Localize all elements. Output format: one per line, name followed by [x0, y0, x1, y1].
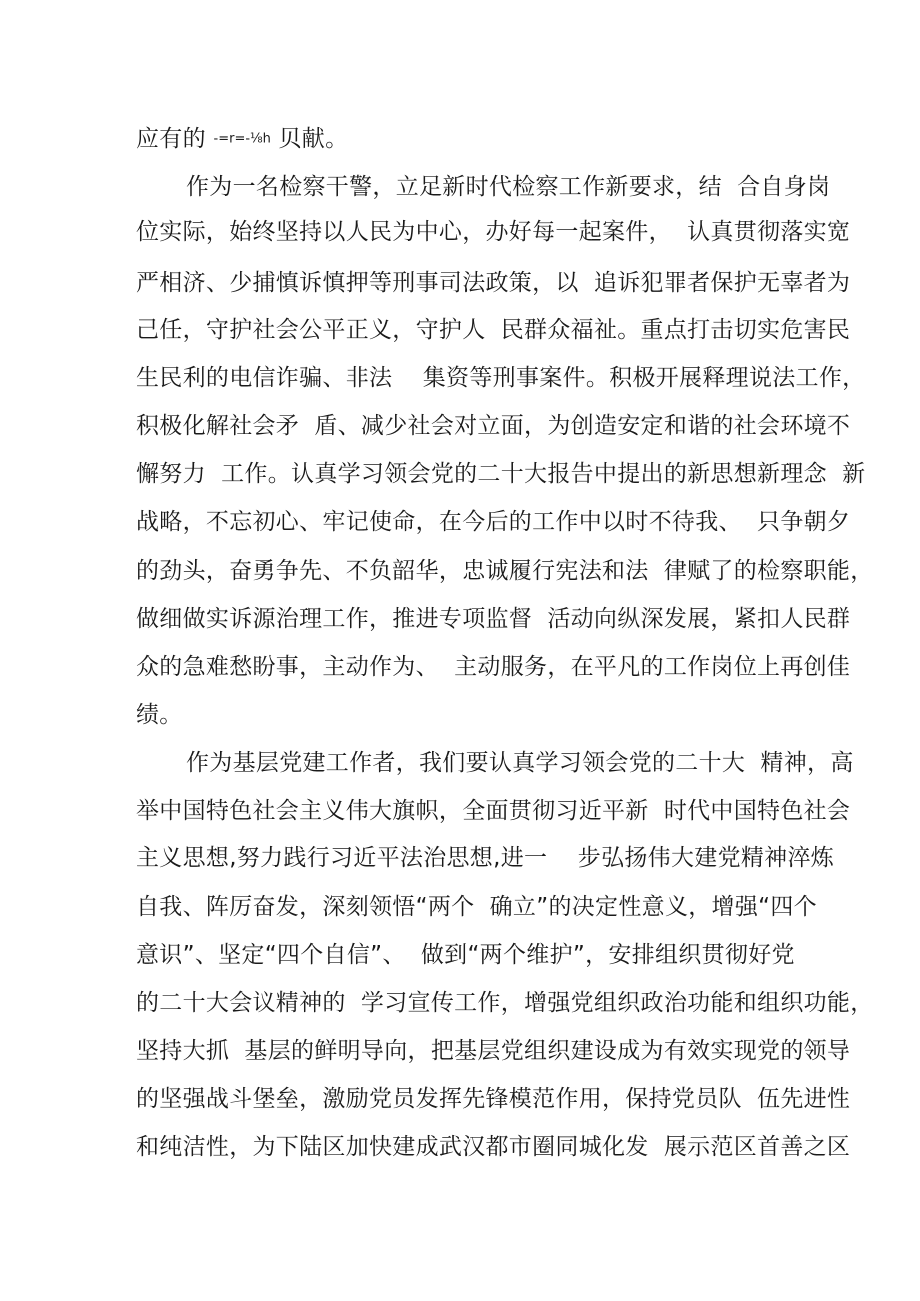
text-line-14: 作为基层党建工作者，我们要认真学习领会党的二十大 精神，高	[186, 750, 854, 776]
text-segment: 应有的	[136, 126, 214, 152]
text-line-13: 绩。	[136, 702, 183, 728]
text-line-12: 众的急难愁盼事，主动作为、 主动服务，在平凡的工作岗位上再创佳	[136, 654, 851, 680]
text-line-20: 坚持大抓 基层的鲜明导向，把基层党组织建设成为有效实现党的领导	[136, 1038, 851, 1064]
text-line-17: 自我、阵厉奋发，深刻领悟“两个 确立”的决定性意义，增强“四个	[136, 894, 817, 920]
text-line-9: 战略，不忘初心、牢记使命，在今后的工作中以时不待我、 只争朝夕	[136, 509, 851, 535]
text-line-5: 己任，守护社会公平正义，守护人 民群众福祉。重点打击切实危害民	[136, 317, 851, 343]
text-line-4: 严相济、少捕慎诉慎押等刑事司法政策，以 追诉犯罪者保护无辜者为	[136, 270, 851, 296]
text-line-16: 主义思想,努力践行习近平法治思想,进一 步弘扬伟大建党精神淬炼	[136, 845, 835, 871]
text-line-22: 和纯洁性，为下陆区加快建成武汉都市圈同城化发 展示范区首善之区	[136, 1134, 851, 1160]
text-line-8: 懈努力 工作。认真学习领会党的二十大报告中提出的新思想新理念 新	[136, 461, 866, 487]
text-line-1	[136, 122, 348, 156]
text-segment: 贝献。	[270, 126, 349, 152]
garbled-text: -=r=-⅛h	[213, 131, 271, 147]
text-line-18: 意识”、坚定“四个自信”、 做到“两个维护”，安排组织贯彻好党	[136, 942, 795, 968]
text-line-10: 的劲头，奋勇争先、不负韶华，忠诚履行宪法和法 律赋了的检察职能，	[136, 558, 874, 584]
text-line-21: 的坚强战斗堡垒，激励党员发挥先锋模范作用，保持党员队 伍先进性	[136, 1086, 851, 1112]
text-line-3: 位实际，始终坚持以人民为中心，办好每一起案件， 认真贯彻落实宽	[136, 219, 851, 245]
text-line-2: 作为一名检察干警，立足新时代检察工作新要求，结 合自身岗	[186, 174, 831, 200]
text-line-6: 生民利的电信诈骗、非法 集资等刑事案件。积极开展释理说法工作，	[136, 365, 866, 391]
text-line-11: 做细做实诉源治理工作，推进专项监督 活动向纵深发展，紧扣人民群	[136, 606, 851, 632]
text-line-19: 的二十大会议精神的 学习宣传工作，增强党组织政治功能和组织功能，	[136, 990, 874, 1016]
text-line-15: 举中国特色社会主义伟大旗帜，全面贯彻习近平新 时代中国特色社会	[136, 798, 851, 824]
text-line-7: 积极化解社会矛 盾、减少社会对立面，为创造安定和谐的社会环境不	[136, 413, 851, 439]
